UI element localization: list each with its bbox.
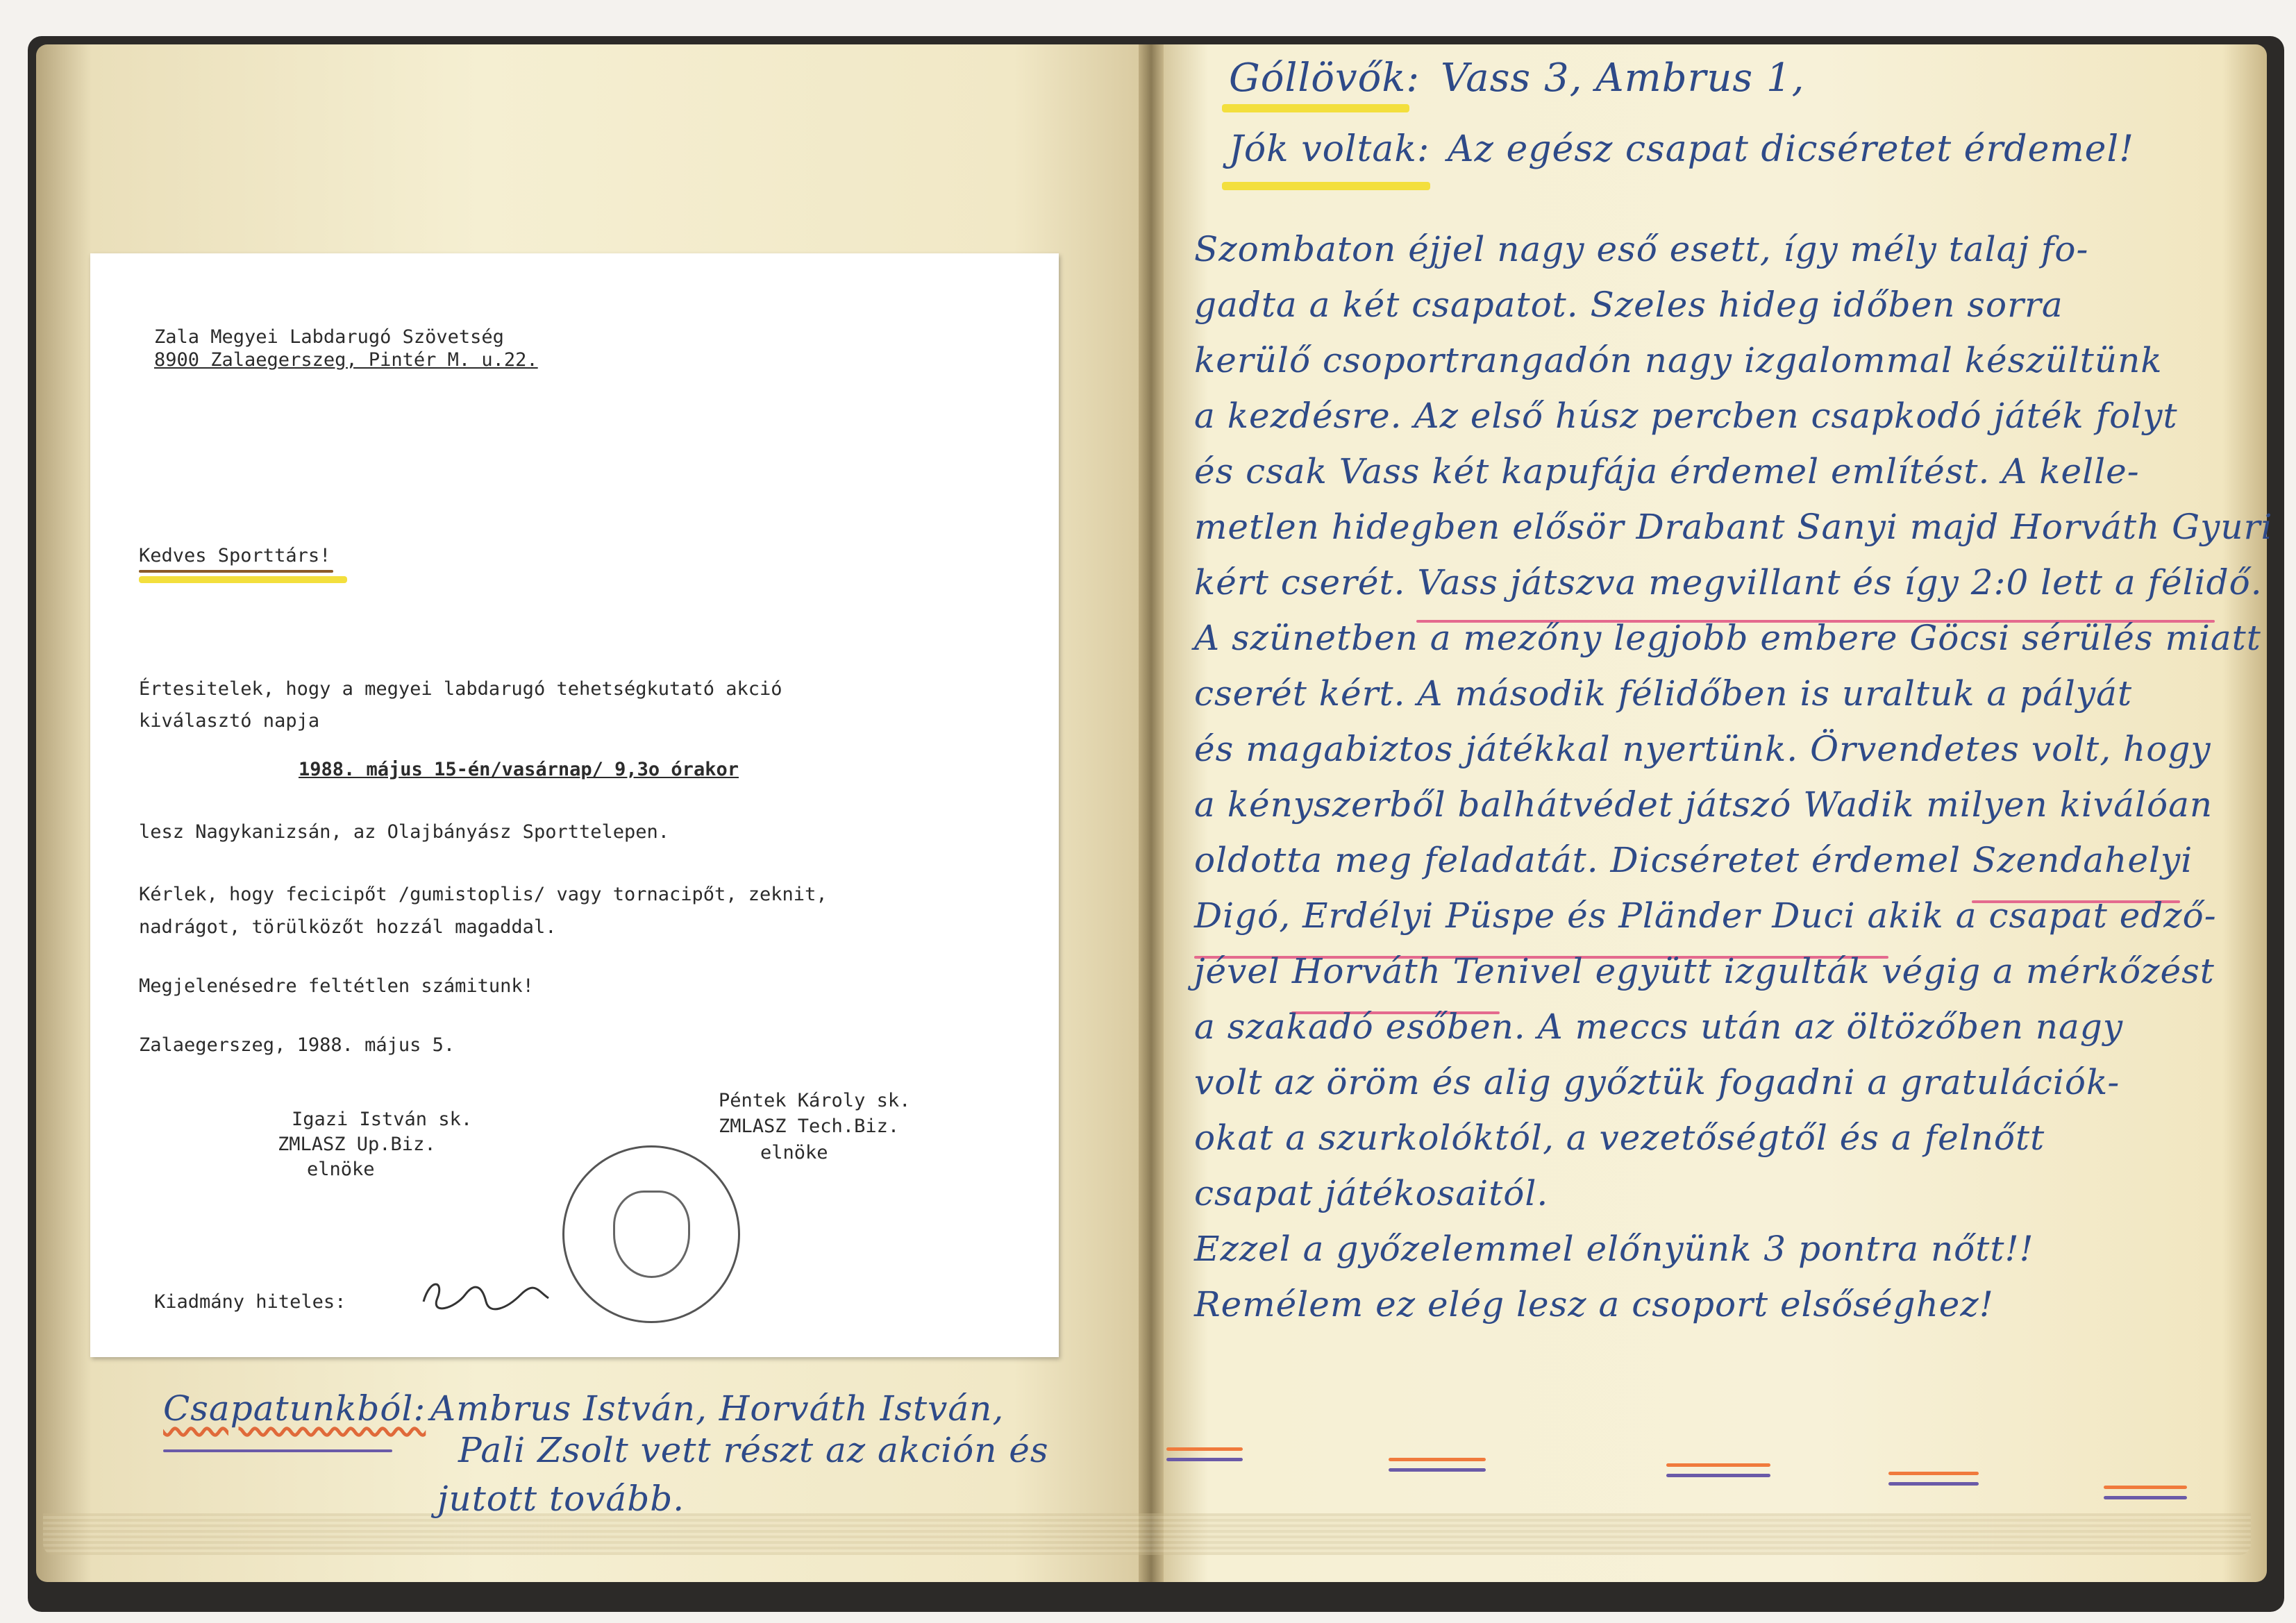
note-line1: Ambrus István, Horváth István, [430, 1388, 1005, 1429]
letter-body-line1: Értesitelek, hogy a megyei labdarugó tehetségkutató akció [139, 678, 782, 700]
report-line: csapat játékosaitól. [1194, 1173, 1549, 1213]
letter-event-date: 1988. május 15-én/vasárnap/ 9,3o órakor [299, 759, 739, 780]
letter-salutation: Kedves Sporttárs! [139, 545, 331, 566]
report-line: gadta a két csapatot. Szeles hideg időben sorra [1194, 285, 2063, 325]
scorers-label: Góllövők: [1229, 56, 1421, 101]
note-heading: Csapatunkból: [163, 1388, 426, 1429]
letter-place-date: Zalaegerszeg, 1988. május 5. [139, 1034, 455, 1056]
signature2-org: ZMLASZ Tech.Biz. [719, 1116, 900, 1137]
report-line: cserét kért. A második félidőben is uraltuk a pályát [1194, 673, 2133, 714]
report-line: Digó, Erdélyi Püspe és Pländer Duci akik a csapat edző- [1194, 895, 2217, 936]
report-line: kerülő csoportrangadón nagy izgalommal készültünk [1194, 340, 2163, 380]
scorers-highlight [1222, 104, 1409, 112]
decorative-dash [2104, 1496, 2187, 1499]
report-line: Szombaton éjjel nagy eső esett, így mély talaj fo- [1194, 229, 2089, 269]
signature2-role: elnöke [760, 1142, 828, 1163]
handwritten-signature [417, 1274, 555, 1315]
official-round-stamp [562, 1145, 740, 1323]
report-line: a szakadó esőben. A meccs után az öltözőben nagy [1194, 1007, 2124, 1047]
report-line: kért cserét. Vass játszva megvillant és így 2:0 lett a félidő. [1194, 562, 2263, 603]
salutation-highlight [139, 576, 347, 583]
signature1-name: Igazi István sk. [292, 1109, 473, 1130]
signature1-role: elnöke [307, 1159, 375, 1180]
signature1-org: ZMLASZ Up.Biz. [278, 1134, 436, 1155]
decorative-dash [1166, 1447, 1243, 1451]
report-line: a kezdésre. Az első húsz percben csapkodó játék folyt [1194, 396, 2178, 436]
note-line3: jutott tovább. [437, 1479, 685, 1519]
report-line: metlen hidegben elősör Drabant Sanyi majd Horváth Gyuri [1194, 507, 2273, 547]
report-line: okat a szurkolóktól, a vezetőségtől és a felnőtt [1194, 1118, 2045, 1158]
salutation-underline [139, 570, 333, 573]
certified-label: Kiadmány hiteles: [154, 1291, 346, 1313]
report-line: Ezzel a győzelemmel előnyünk 3 pontra nőtt!! [1194, 1229, 2034, 1269]
signature2-name: Péntek Károly sk. [719, 1090, 911, 1111]
good-players-label: Jók voltak: [1229, 128, 1430, 170]
report-line: a kényszerből balhátvédet játszó Wadik milyen kiválóan [1194, 784, 2213, 825]
report-line: és magabiztos játékkal nyertünk. Örvendetes volt, hogy [1194, 729, 2211, 769]
good-players-highlight [1222, 182, 1430, 190]
letter-org-address: 8900 Zalaegerszeg, Pintér M. u.22. [154, 349, 538, 371]
coat-of-arms-icon [613, 1191, 690, 1278]
letter-org-name: Zala Megyei Labdarugó Szövetség [154, 326, 504, 348]
note-line2: Pali Zsolt vett részt az akción és [458, 1430, 1049, 1470]
scorers-text: Vass 3, Ambrus 1, [1441, 56, 1805, 101]
decorative-dash [1666, 1463, 1770, 1467]
decorative-dash [2104, 1486, 2187, 1489]
letter-body-line2: kiválasztó napja [139, 710, 320, 732]
report-line: jével Horváth Tenivel együtt izgulták végig a mérkőzést [1194, 951, 2215, 991]
report-line: volt az öröm és alig győztük fogadni a gratulációk- [1194, 1062, 2120, 1102]
good-players-text: Az egész csapat dicséretet érdemel! [1448, 128, 2134, 170]
decorative-dash [1389, 1468, 1486, 1472]
decorative-dash [1888, 1472, 1979, 1475]
letter-request-line1: Kérlek, hogy fecicipőt /gumistoplis/ vagy tornacipőt, zeknit, [139, 884, 828, 905]
decorative-dash [1166, 1458, 1243, 1461]
letter-closing: Megjelenésedre feltétlen számitunk! [139, 975, 534, 997]
decorative-dash [1888, 1482, 1979, 1486]
report-line: Remélem ez elég lesz a csoport elsőséghez! [1194, 1284, 1994, 1325]
note-heading-underline [163, 1449, 392, 1452]
letter-location: lesz Nagykanizsán, az Olajbányász Sporttelepen. [139, 821, 670, 843]
decorative-dash [1389, 1458, 1486, 1461]
page-edges [43, 1513, 2251, 1555]
report-line: és csak Vass két kapufája érdemel említést. A kelle- [1194, 451, 2140, 491]
report-line: oldotta meg feladatát. Dicséretet érdemel Szendahelyi [1194, 840, 2193, 880]
notebook-spine [1139, 44, 1164, 1582]
letter-request-line2: nadrágot, törülközőt hozzál magaddal. [139, 916, 557, 938]
report-line: A szünetben a mezőny legjobb embere Göcsi sérülés miatt [1194, 618, 2261, 658]
decorative-dash [1666, 1474, 1770, 1477]
typed-letter [90, 253, 1059, 1357]
